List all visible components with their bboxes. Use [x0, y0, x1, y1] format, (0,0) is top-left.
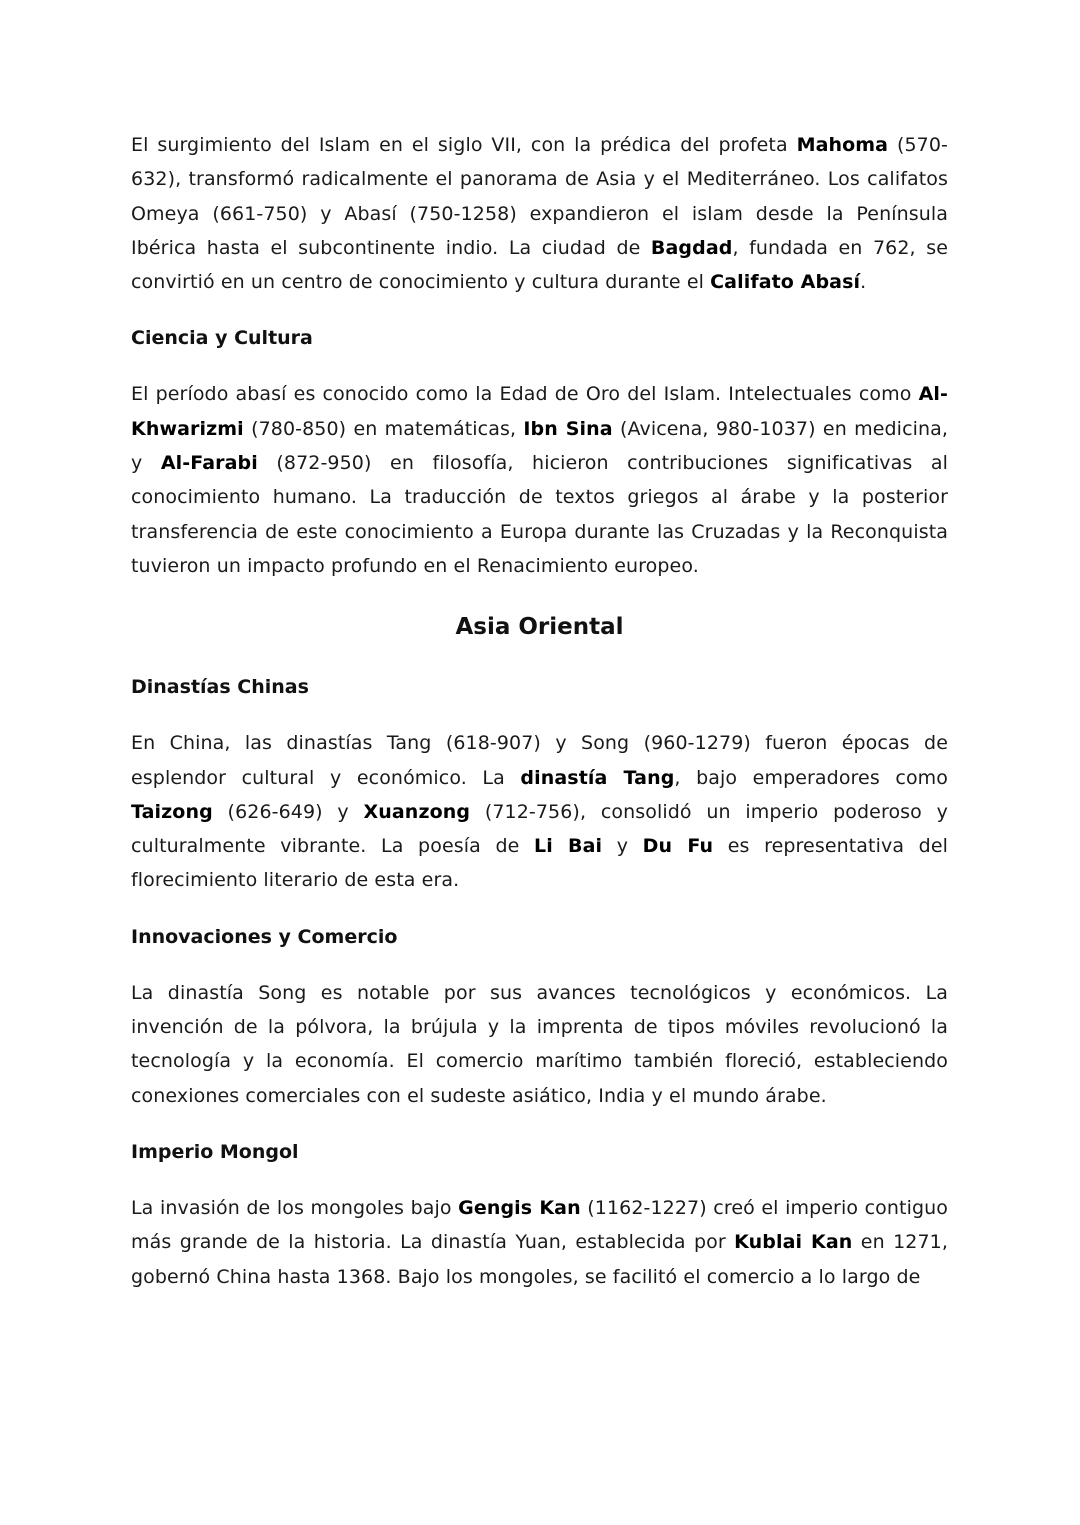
text-run: y — [602, 835, 643, 858]
dinastias-heading: Dinastías Chinas — [131, 676, 309, 699]
bold-term: dinastía Tang — [520, 766, 675, 789]
ciencia-paragraph — [131, 377, 948, 583]
text-run: La dinastía Song es notable por sus avances tecnológicos y económicos. La invención de la pólvora, la brújula y la imprenta de tipos móviles revolucionó la tecnología y la economía. El comercio marítimo también floreció, estableciendo conexiones comerciales con el sudeste asiático, India y el mundo árabe. — [131, 981, 948, 1107]
text-run: , bajo emperadores como — [674, 766, 949, 789]
text-run: (626-649) y — [212, 800, 364, 823]
bold-term: Al-Farabi — [160, 452, 258, 475]
text-run: (872-950) en filosofía, hicieron contribuciones significativas al conocimiento humano. La traducción de textos griegos al árabe y la posterior transferencia de este conocimiento a Europa durante las Cruzadas y la Reconquista tuvieron un impacto profundo en el Renacimiento europeo. — [131, 452, 949, 577]
text-run: (Avicena, 980-1037) en medicina, y — [131, 417, 949, 475]
text-run: El surgimiento del Islam en el siglo VII, con la prédica del profeta — [131, 134, 797, 156]
text-run: es representativa del florecimiento literario de esta era. — [131, 835, 948, 892]
mongol-paragraph — [131, 1191, 948, 1294]
mongol-heading: Imperio Mongol — [131, 1140, 299, 1163]
ciencia-heading: Ciencia y Cultura — [131, 327, 313, 350]
text-run: El período abasí es conocido como la Edad de Oro del Islam. Intelectuales como — [131, 383, 919, 406]
bold-term: Li Bai — [534, 835, 603, 858]
text-run: (712-756), consolidó un imperio poderoso y culturalmente vibrante. La poesía de — [131, 800, 948, 858]
asia-oriental-title: Asia Oriental — [455, 614, 624, 641]
bold-term: Xuanzong — [363, 800, 471, 823]
innovaciones-heading: Innovaciones y Comercio — [131, 925, 398, 948]
text-run: (1162-1227) creó el imperio contiguo más grande de la historia. La dinastía Yuan, establecida por — [131, 1196, 948, 1254]
bold-term: Al-Khwarizmi — [131, 383, 948, 440]
text-run: en 1271, gobernó China hasta 1368. Bajo los mongoles, se facilitó el comercio a lo largo de — [131, 1231, 948, 1288]
innovaciones-paragraph — [131, 976, 948, 1113]
bold-term: Califato Abasí — [710, 271, 861, 294]
bold-term: Ibn Sina — [523, 417, 613, 440]
bold-term: Kublai Kan — [734, 1231, 853, 1254]
text-run: En China, las dinastías Tang (618-907) y Song (960-1279) fueron épocas de esplendor cultural y económico. La — [131, 732, 948, 789]
intro-paragraph — [131, 128, 948, 299]
dinastias-paragraph — [131, 726, 948, 897]
document-page — [131, 128, 948, 1294]
text-run: (570-632), transformó radicalmente el panorama de Asia y el Mediterráneo. Los califatos Omeya (661-750) y Abasí (750-1258) expandieron el islam desde la Península Ibérica hasta el subcontinente indio. La ciudad de — [131, 134, 948, 259]
text-run: (780-850) en matemáticas, — [243, 417, 524, 440]
bold-term: Bagdad — [650, 236, 733, 259]
text-run: La invasión de los mongoles bajo — [131, 1196, 459, 1219]
text-run: . — [860, 271, 867, 294]
bold-term: Gengis Kan — [458, 1196, 581, 1219]
bold-term: Taizong — [131, 800, 213, 823]
bold-term: Du Fu — [642, 835, 714, 858]
text-run: , fundada en 762, se convirtió en un centro de conocimiento y cultura durante el — [131, 236, 948, 294]
bold-term: Mahoma — [796, 134, 889, 156]
